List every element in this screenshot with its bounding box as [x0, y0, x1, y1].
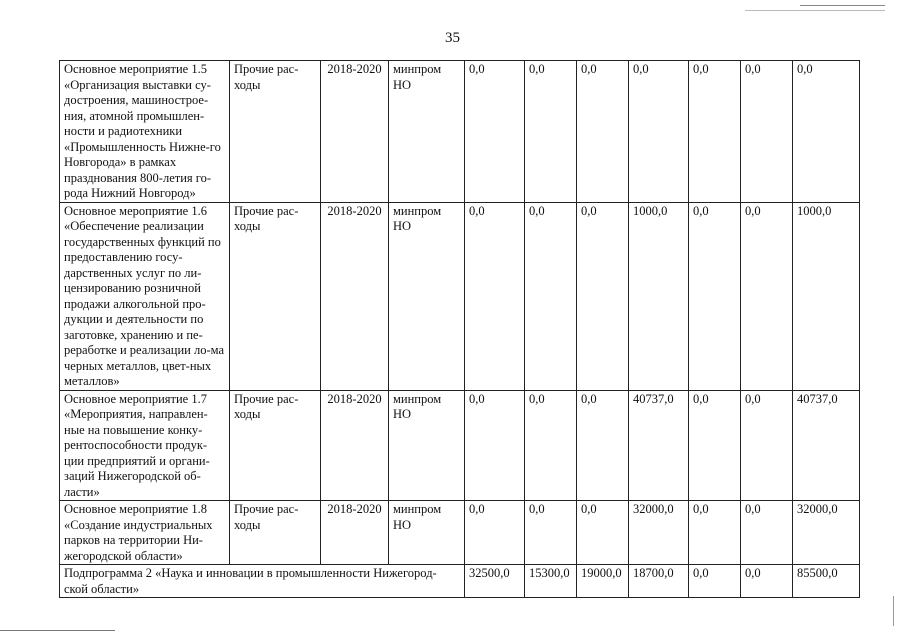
period: 2018-2020: [321, 202, 389, 390]
value-cell: 0,0: [577, 501, 629, 565]
value-cell: 0,0: [689, 61, 741, 203]
period: 2018-2020: [321, 501, 389, 565]
value-cell: 0,0: [689, 390, 741, 501]
funding-source: Прочие рас-ходы: [230, 202, 321, 390]
value-cell: 0,0: [689, 202, 741, 390]
top-rule-secondary: [745, 10, 885, 11]
event-name: Основное мероприятие 1.5 «Организация выставки су-достроения, машинострое-ния, атомной промышлен-ности и радиотехники «Промышленность Нижне-го Новгорода» в рамках празднования 800-летия го-рода Нижний Новгород»: [60, 61, 230, 203]
value-cell: 19000,0: [577, 565, 629, 598]
subprogram-row: [60, 565, 860, 598]
funding-source: Прочие рас-ходы: [230, 390, 321, 501]
value-cell: 85500,0: [793, 565, 860, 598]
value-cell: 1000,0: [793, 202, 860, 390]
value-cell: 0,0: [577, 202, 629, 390]
value-cell: 0,0: [525, 61, 577, 203]
value-cell: 0,0: [689, 565, 741, 598]
value-cell: 0,0: [793, 61, 860, 203]
value-cell: 0,0: [577, 390, 629, 501]
page-number: 35: [445, 30, 460, 46]
executor: минпром НО: [389, 202, 465, 390]
value-cell: 15300,0: [525, 565, 577, 598]
value-cell: 32500,0: [465, 565, 525, 598]
value-cell: 0,0: [525, 501, 577, 565]
value-cell: 0,0: [741, 390, 793, 501]
bottom-rule: [0, 630, 115, 631]
margin-mark: [893, 596, 894, 626]
value-cell: 0,0: [465, 61, 525, 203]
table-row: [60, 61, 860, 203]
executor: минпром НО: [389, 390, 465, 501]
event-name: Основное мероприятие 1.8 «Создание индустриальных парков на территории Ни-жегородской области»: [60, 501, 230, 565]
funding-source: Прочие рас-ходы: [230, 61, 321, 203]
value-cell: 40737,0: [793, 390, 860, 501]
executor: минпром НО: [389, 501, 465, 565]
event-name: Основное мероприятие 1.7 «Мероприятия, направлен-ные на повышение конку-рентоспособности продук-ции предприятий и органи-заций Нижегородской об-ласти»: [60, 390, 230, 501]
value-cell: 0,0: [465, 390, 525, 501]
budget-table: [59, 60, 860, 598]
value-cell: 0,0: [741, 61, 793, 203]
period: 2018-2020: [321, 390, 389, 501]
period: 2018-2020: [321, 61, 389, 203]
value-cell: 0,0: [741, 565, 793, 598]
value-cell: 0,0: [741, 202, 793, 390]
value-cell: 18700,0: [629, 565, 689, 598]
top-rule: [800, 5, 885, 6]
value-cell: 32000,0: [629, 501, 689, 565]
value-cell: 32000,0: [793, 501, 860, 565]
value-cell: 0,0: [689, 501, 741, 565]
value-cell: 0,0: [465, 202, 525, 390]
funding-source: Прочие рас-ходы: [230, 501, 321, 565]
value-cell: 0,0: [525, 390, 577, 501]
table-row: [60, 390, 860, 501]
subprogram-name: Подпрограмма 2 «Наука и инновации в промышленности Нижегород-ской области»: [60, 565, 465, 598]
table-row: [60, 501, 860, 565]
table-row: [60, 202, 860, 390]
value-cell: 0,0: [465, 501, 525, 565]
value-cell: 0,0: [629, 61, 689, 203]
value-cell: 40737,0: [629, 390, 689, 501]
executor: минпром НО: [389, 61, 465, 203]
event-name: Основное мероприятие 1.6 «Обеспечение реализации государственных функций по предоставлению госу-дарственных услуг по ли-цензированию розничной продажи алкогольной про-дукции и деятельности по заготовке, хранению и пе-реработке и реализации ло-ма черных металлов, цвет-ных металлов»: [60, 202, 230, 390]
value-cell: 1000,0: [629, 202, 689, 390]
value-cell: 0,0: [577, 61, 629, 203]
value-cell: 0,0: [525, 202, 577, 390]
value-cell: 0,0: [741, 501, 793, 565]
